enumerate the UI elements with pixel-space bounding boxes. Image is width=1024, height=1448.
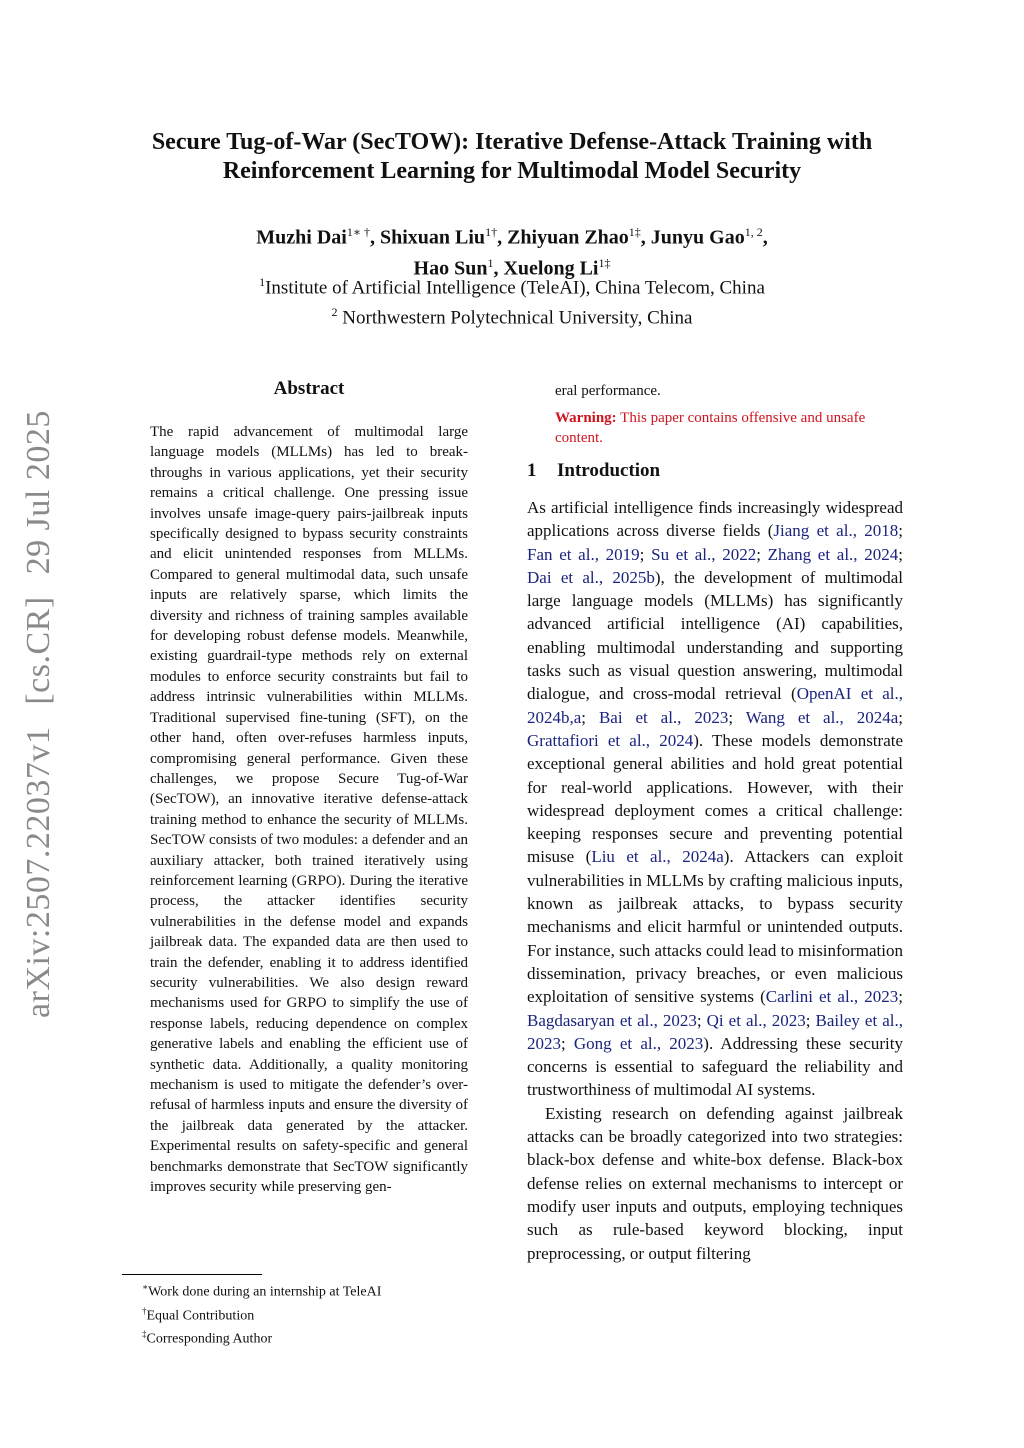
author-separator: , [640,226,651,249]
citation-link[interactable]: Liu et al., 2024a [591,847,724,867]
affiliation-list [100,270,924,331]
affiliation-text: Northwestern Polytechnical University, China [337,307,693,329]
citation-link[interactable]: Jiang et al., 2018 [773,521,899,541]
intro-paragraph-1 [527,496,903,1102]
section-title: Introduction [557,460,661,481]
intro-text: ; [805,1010,816,1030]
intro-text: ; [581,707,599,727]
citation-link[interactable]: Bai et al., 2023 [598,707,729,727]
author-affil-mark: 1 [487,255,494,270]
footnote-rule [122,1274,262,1275]
citation-link[interactable]: Qi et al., 2023 [706,1010,806,1030]
intro-text: ; [728,707,746,727]
affiliation-text: Institute of Artificial Intelligence (TeleAI), China Telecom, China [265,277,765,299]
intro-text: ; [561,1033,574,1053]
author-separator: , [369,226,380,249]
footnote [142,1325,482,1349]
content-warning [555,408,885,448]
author-name: Xuelong Li [503,257,599,280]
intro-paragraph-2: Existing research on defending against jailbreak attacks can be broadly categorized into two strategies: black-box defense and white-box defense. Black-box defense relies on external mechanisms to intercept or modify user inputs and outputs, employing techniques such as rule-based keyword blocking, input preprocessing, or output filtering [527,1103,903,1263]
citation-link[interactable]: Gong et al., 2023 [573,1033,704,1053]
author-affil-mark: 1, 2 [744,225,763,239]
intro-text: ). Addressing these security concerns is essential to safeguard the reliability and trustworthiness of multimodal AI systems. [527,1033,903,1100]
footnote-text: Work done during an internship at TeleAI [148,1284,382,1300]
citation-link[interactable]: Fan et al., 2019 [527,544,640,564]
author-name: Muzhi Dai [256,226,347,249]
citation-link[interactable]: Dai et al., 2025b [527,567,655,587]
intro-text: ; [756,544,768,564]
arxiv-stamp [20,388,58,1018]
author-separator: , [497,226,508,249]
introduction-body [527,496,903,1265]
intro-text: ; [639,544,652,564]
author-line-1 [100,220,924,251]
intro-text: ). These models demonstrate exceptional general abilities and hold great potential for real-world applications. However, with their widespread deployment comes a critical challenge: keeping responses secure and preventing potential misuse ( [527,730,904,867]
author-affil-mark: 1‡ [628,225,641,239]
intro-text: ; [898,707,904,727]
citation-link[interactable]: Su et al., 2022 [651,544,757,564]
footnote-text: Equal Contribution [146,1308,255,1324]
citation-link[interactable]: OpenAI et al., 2024b,a [527,684,903,727]
author-name: Junyu Gao [650,226,745,249]
footnote [142,1302,482,1326]
author-separator: , [762,226,768,249]
section-number: 1 [527,460,537,481]
footnote [142,1278,482,1302]
author-name: Hao Sun [413,257,488,280]
affiliation-mark: 1 [259,275,266,289]
intro-text: ; [898,987,903,1007]
arxiv-date: 29 Jul 2025 [20,410,57,575]
author-name: Shixuan Liu [379,226,486,249]
footnote-text: Corresponding Author [146,1331,273,1347]
warning-label: Warning: [555,410,617,426]
arxiv-id: arXiv:2507.22037v1 [20,726,57,1018]
intro-text: ; [696,1010,707,1030]
intro-text: ), the development of multimodal large language models (MLLMs) has significantly advanced artificial intelligence (AI) capabilities, enabling multimodal understanding and supporting tasks such as visual question answering, multimodal dialogue, and cross-modal retrieval ( [527,567,903,704]
author-separator: , [493,257,504,280]
footnote-mark: ∗ [142,1282,149,1292]
intro-text: ). Attackers can exploit vulnerabilities in MLLMs by crafting malicious inputs, known as jailbreak attacks, to bypass security mechanisms and elicit harmful or unintended outputs. For instance, such attacks could lead to misinformation dissemination, privacy breaches, or even malicious exploitation of sensitive systems ( [527,847,903,1007]
section-heading-introduction [527,460,907,482]
affiliation [100,270,924,300]
intro-text: ; [898,521,903,541]
footnote-mark: ‡ [142,1329,147,1340]
citation-link[interactable]: Wang et al., 2024a [745,707,899,727]
abstract-heading: Abstract [273,378,345,399]
abstract-body: The rapid advancement of multimodal large language models (MLLMs) has led to break-throughs in various applications, yet their security remains a critical challenge. One pressing issue involves unsafe image-query pairs-jailbreak inputs specifically designed to bypass security constraints and elicit unintended responses from MLLMs. Compared to general multimodal data, such unsafe inputs are relatively sparse, which limits the diversity and richness of training samples available for developing robust defense models. Meanwhile, existing guardrail-type methods rely on external modules to enforce security constraints but fail to address intrinsic vulnerabilities within MLLMs. Traditional supervised fine-tuning (SFT), on the other hand, often over-refuses harmless inputs, compromising general performance. Given these challenges, we propose Secure Tug-of-War (SecTOW), an innovative iterative defense-attack training method to enhance the security of MLLMs. SecTOW consists of two modules: a defender and an auxiliary attacker, both trained iteratively using reinforcement learning (GRPO). During the iterative process, the attacker identifies security vulnerabilities in the defense model and expands jailbreak data. The expanded data are then used to train the defender, enabling it to address identified security vulnerabilities. We also design reward mechanisms used for GRPO to simplify the use of response labels, reducing dependence on complex generative labels and enabling the efficient use of synthetic data. Additionally, a quality monitoring mechanism is used to mitigate the defender’s over-refusal of harmless inputs and ensure the diversity of the jailbreak data generated by the attacker. Experimental results on safety-specific and general benchmarks demonstrate that SecTOW significantly improves security while preserving gen- [150,424,468,1196]
citation-link[interactable]: Grattafiori et al., 2024 [527,730,694,750]
intro-text: As artificial intelligence finds increasingly widespread applications across diverse fields ( [527,498,903,541]
footnote-mark: † [142,1305,147,1316]
author-name: Zhiyuan Zhao [507,226,629,249]
affiliation [100,300,924,330]
author-affil-mark: 1∗ † [346,225,370,239]
abstract-continuation: eral performance. [555,383,661,399]
citation-link[interactable]: Zhang et al., 2024 [767,544,899,564]
footnotes [142,1278,482,1349]
affiliation-mark: 2 [331,305,338,320]
author-affil-mark: 1‡ [598,255,611,270]
title-line-2: Reinforcement Learning for Multimodal Model Security [222,158,802,184]
warning-text: This paper contains offensive and unsafe content. [555,410,866,446]
citation-link[interactable]: Carlini et al., 2023 [765,987,899,1007]
paper-title [100,128,924,186]
title-line-1: Secure Tug-of-War (SecTOW): Iterative Defense-Attack Training with [151,129,873,155]
citation-link[interactable]: Bagdasaryan et al., 2023 [527,1010,697,1030]
author-affil-mark: 1† [485,225,498,239]
intro-text: ; [898,544,903,564]
citation-link[interactable]: Bailey et al., 2023 [527,1010,903,1053]
arxiv-category: [cs.CR] [20,596,57,705]
